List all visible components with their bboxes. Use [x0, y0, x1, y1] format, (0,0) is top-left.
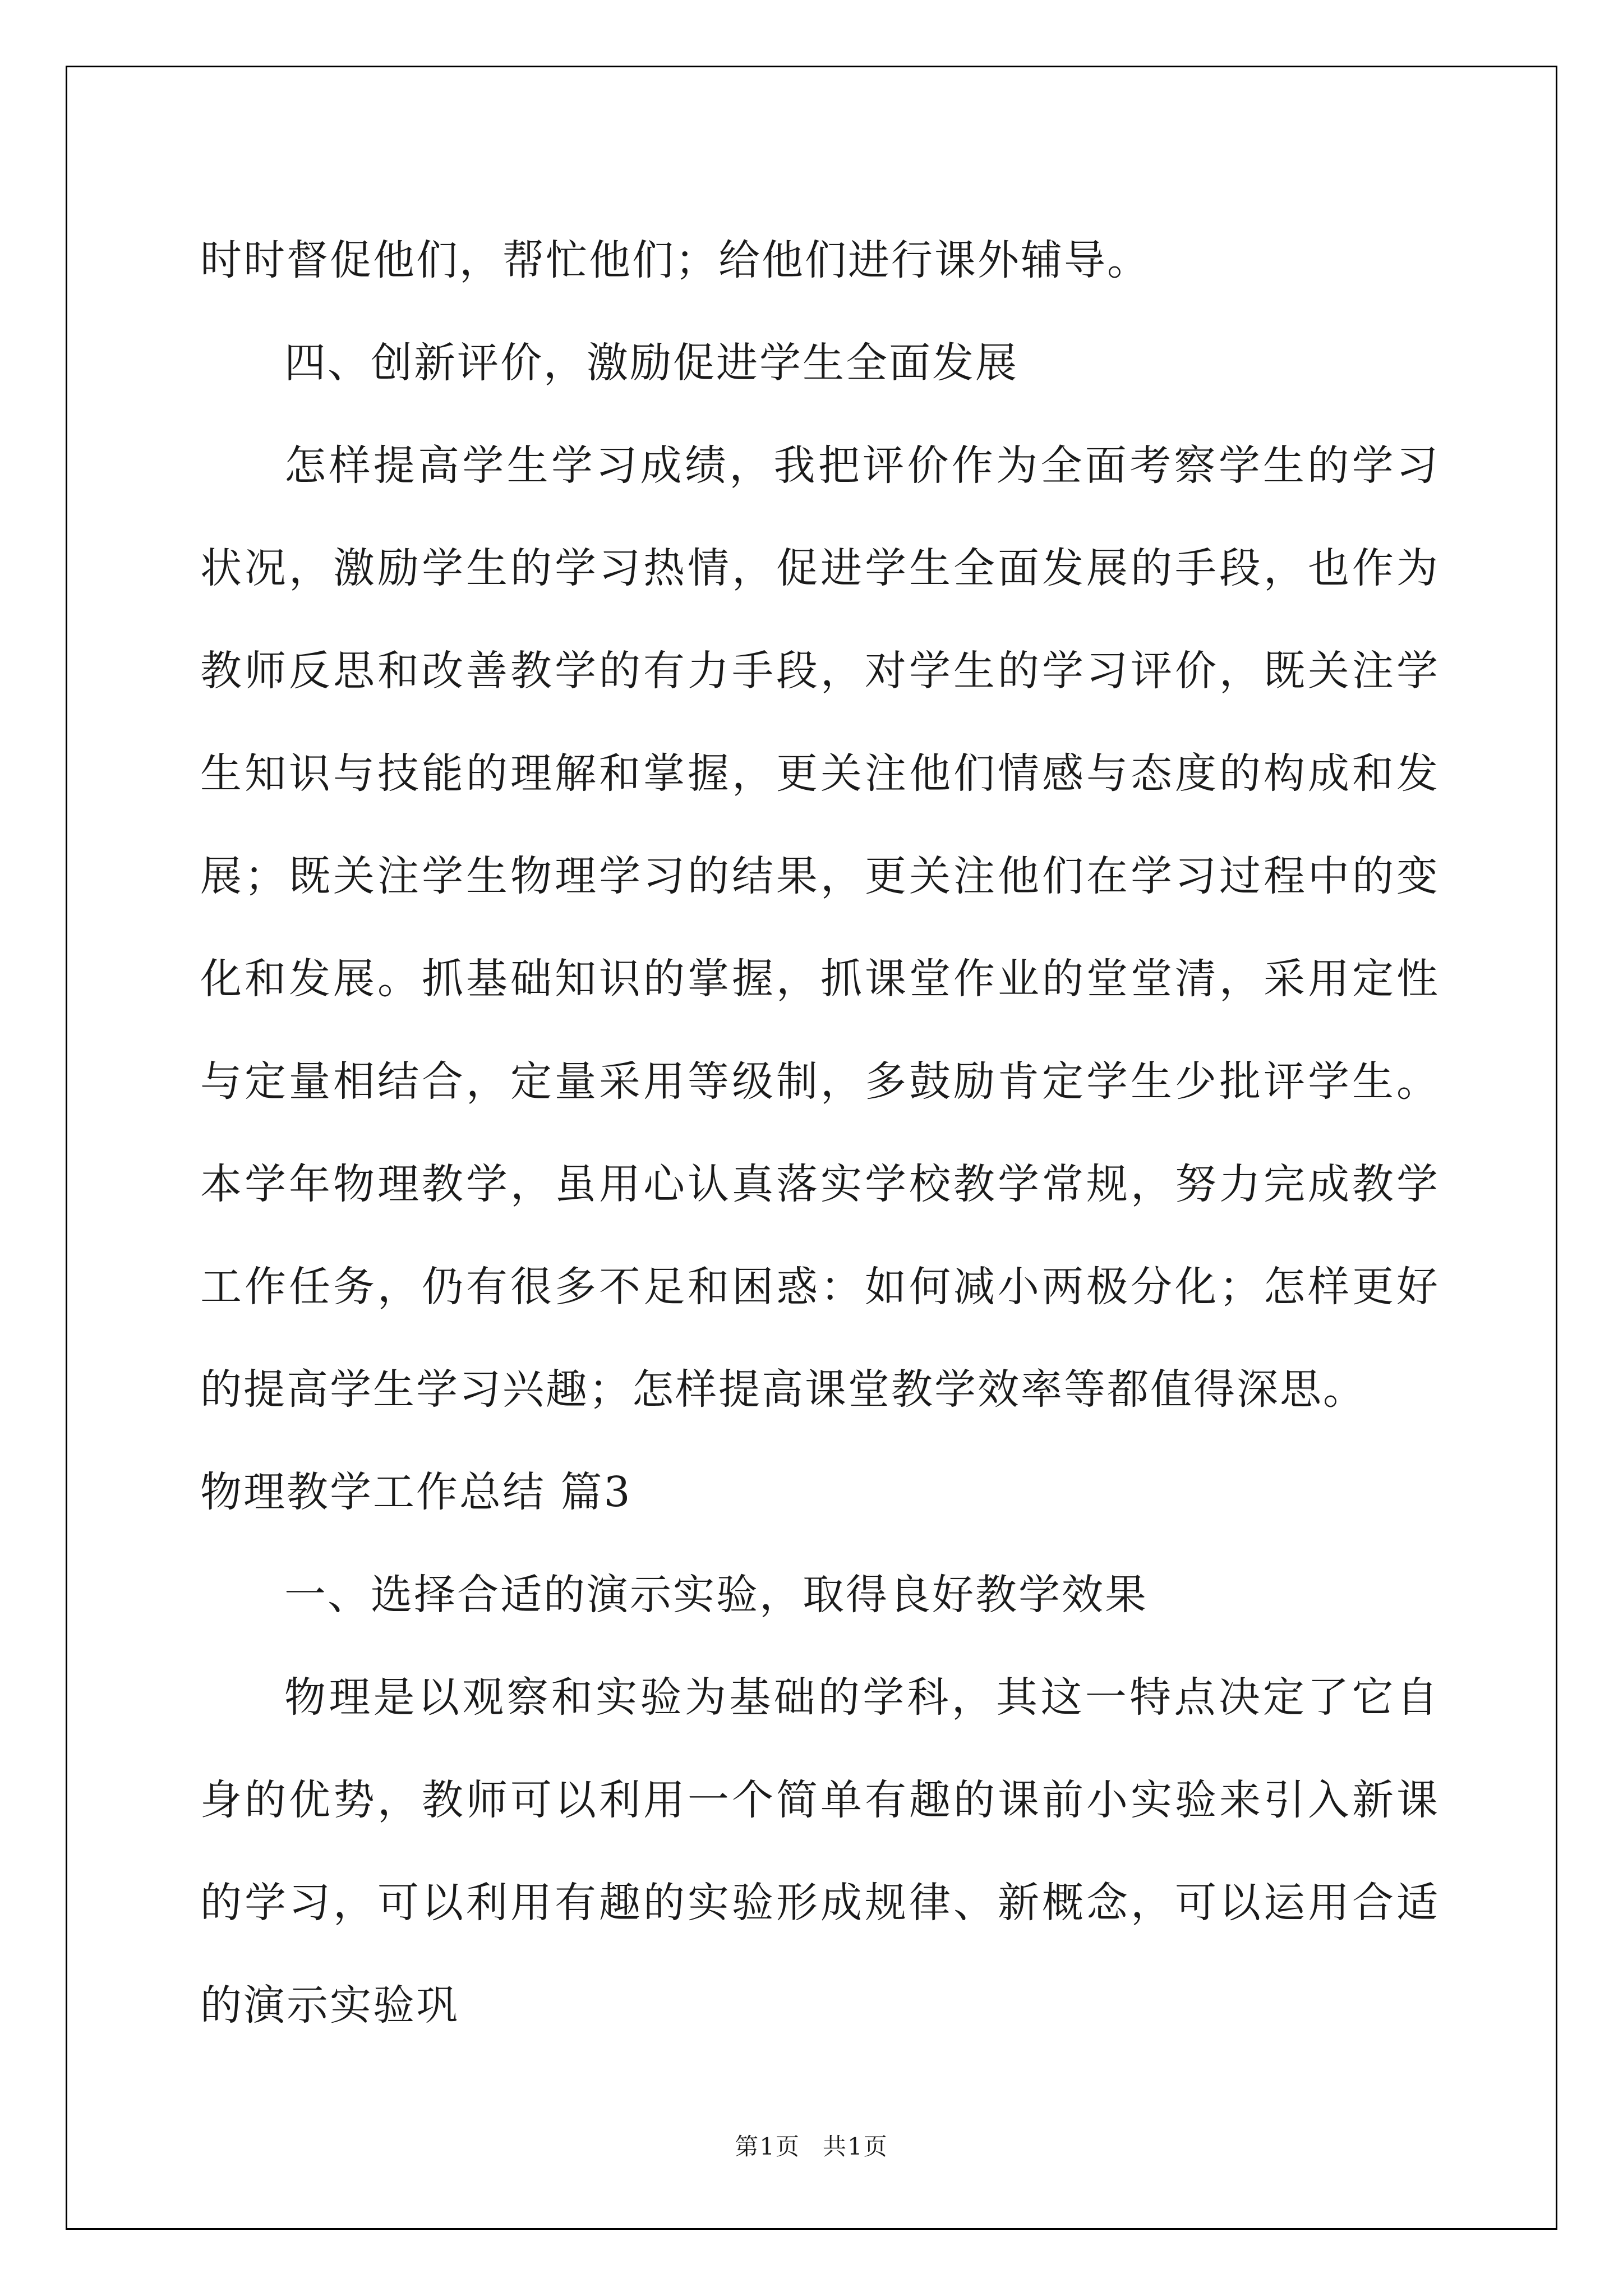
paragraph-experiment: 物理是以观察和实验为基础的学科，其这一特点决定了它自身的优势，教师可以利用一个简单有趣的课前小实验来引入新课的学习，可以利用有趣的实验形成规律、新概念，可以运用合适的演示实验巩 — [200, 1673, 1440, 2030]
section-heading-4: 四、创新评价，激励促进学生全面发展 — [284, 339, 1018, 387]
document-body — [200, 209, 1440, 2057]
paragraph-1: 时时督促他们，帮忙他们；给他们进行课外辅导。 — [200, 236, 1150, 284]
article-title-part-3: 物理教学工作总结 篇3 — [200, 1468, 632, 1516]
page-number: 第1页 — [735, 2133, 800, 2160]
paragraph-evaluation: 怎样提高学生学习成绩，我把评价作为全面考察学生的学习状况，激励学生的学习热情，促进学生全面发展的手段，也作为教师反思和改善教学的有力手段，对学生的学习评价，既关注学生知识与技能的理解和掌握，更关注他们情感与态度的构成和发展；既关注学生物理学习的结果，更关注他们在学习过程中的变化和发展。抓基础知识的掌握，抓课堂作业的堂堂清，采用定性与定量相结合，定量采用等级制，多鼓励肯定学生少批评学生。本学年物理教学，虽用心认真落实学校教学常规，努力完成教学工作任务，仍有很多不足和困惑：如何减小两极分化；怎样更好的提高学生学习兴趣；怎样提高课堂教学效率等都值得深思。 — [200, 441, 1440, 1414]
page-footer — [0, 2128, 1623, 2162]
page-total: 共1页 — [823, 2133, 888, 2160]
section-heading-1: 一、选择合适的演示实验，取得良好教学效果 — [284, 1571, 1148, 1619]
